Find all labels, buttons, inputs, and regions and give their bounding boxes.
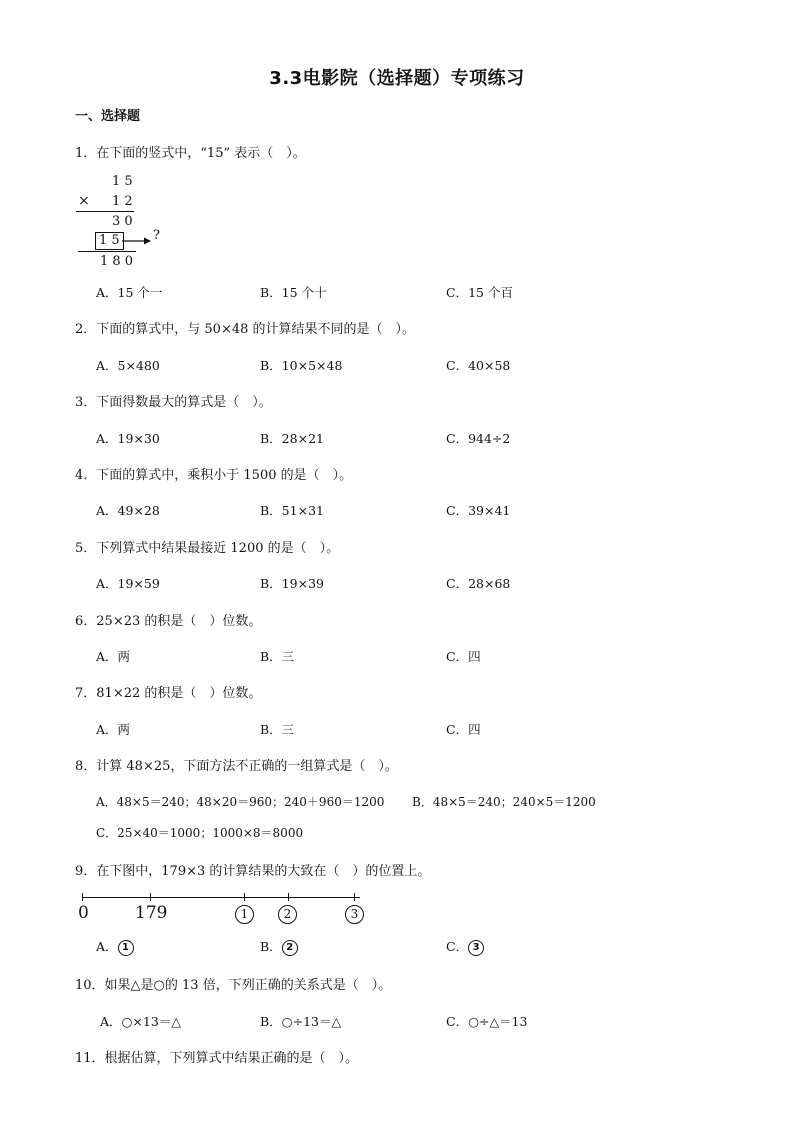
- q1-option-a[interactable]: A．15 个一: [96, 285, 163, 300]
- question-4-stem: 4．下面的算式中，乘积小于 1500 的是（ ）。: [75, 468, 353, 483]
- q8-option-a[interactable]: A．48×5＝240；48×20＝960；240＋960＝1200: [96, 795, 385, 809]
- times-sign: ×: [78, 193, 90, 209]
- calc-rule-2: [78, 251, 136, 252]
- tick-179: [150, 893, 151, 901]
- question-2-stem: 2．下面的算式中，与 50×48 的计算结果不同的是（ ）。: [75, 322, 416, 337]
- q7-option-a[interactable]: A．两: [96, 722, 131, 737]
- q5-option-c[interactable]: C．28×68: [446, 576, 511, 591]
- q4-option-a[interactable]: A．49×28: [96, 503, 160, 518]
- question-8-stem: 8．计算 48×25，下面方法不正确的一组算式是（ ）。: [75, 759, 398, 774]
- q6-option-c[interactable]: C．四: [446, 649, 481, 664]
- question-10-stem: 10．如果△是○的 13 倍，下列正确的关系式是（ ）。: [75, 978, 392, 993]
- tick-0: [82, 893, 83, 901]
- calc-rule-1: [76, 211, 134, 212]
- q8-option-b[interactable]: B．48×5＝240；240×5＝1200: [412, 795, 596, 809]
- circle-3-icon: 3: [468, 940, 484, 956]
- question-1-stem: 1．在下面的竖式中，“15” 表示（ ）。: [75, 146, 306, 161]
- q9-option-b-letter: B．: [260, 939, 282, 954]
- q10-option-c[interactable]: C．○÷△＝13: [446, 1014, 528, 1029]
- q3-option-b[interactable]: B．28×21: [260, 431, 324, 446]
- label-zero: 0: [78, 903, 89, 923]
- section-heading: 一、选择题: [75, 109, 141, 124]
- q2-option-b[interactable]: B．10×5×48: [260, 358, 343, 373]
- q6-option-a[interactable]: A．两: [96, 649, 131, 664]
- q1-option-b[interactable]: B．15 个十: [260, 285, 327, 300]
- question-6-stem: 6．25×23 的积是（ ）位数。: [75, 614, 262, 629]
- q9-option-c[interactable]: [446, 937, 484, 956]
- q9-option-a[interactable]: [96, 937, 134, 956]
- question-7-stem: 7．81×22 的积是（ ）位数。: [75, 686, 262, 701]
- tick-2: [288, 893, 289, 901]
- circle-3-marker: 3: [345, 905, 364, 924]
- circle-2-marker: 2: [278, 905, 297, 924]
- multiplicand: 1 5: [112, 174, 133, 189]
- number-line: [78, 888, 378, 928]
- label-179: 179: [135, 903, 168, 923]
- q5-option-b[interactable]: B．19×39: [260, 576, 324, 591]
- vertical-multiplication: [76, 170, 196, 270]
- q1-option-c[interactable]: C．15 个百: [446, 285, 513, 300]
- question-5-stem: 5．下列算式中结果最接近 1200 的是（ ）。: [75, 541, 340, 556]
- question-9-stem: 9．在下图中，179×3 的计算结果的大致在（ ）的位置上。: [75, 864, 431, 879]
- partial-product-1: 3 0: [112, 214, 133, 229]
- q3-option-c[interactable]: C．944÷2: [446, 431, 511, 446]
- question-mark: ?: [153, 228, 160, 243]
- q10-option-b[interactable]: B．○÷13＝△: [260, 1014, 342, 1029]
- q4-option-b[interactable]: B．51×31: [260, 503, 324, 518]
- question-11-stem: 11．根据估算，下列算式中结果正确的是（ ）。: [75, 1051, 359, 1066]
- q6-option-b[interactable]: B．三: [260, 649, 295, 664]
- q10-option-a[interactable]: A．○×13＝△: [100, 1014, 181, 1029]
- q3-option-a[interactable]: A．19×30: [96, 431, 160, 446]
- q5-option-a[interactable]: A．19×59: [96, 576, 160, 591]
- q2-option-a[interactable]: A．5×480: [96, 358, 160, 373]
- page-title: 3.3电影院（选择题）专项练习: [269, 68, 525, 89]
- partial-product-2: 1 5: [99, 233, 120, 248]
- multiplier: 1 2: [112, 194, 133, 209]
- q9-option-b[interactable]: [260, 937, 298, 956]
- circle-1-marker: 1: [235, 905, 254, 924]
- q9-option-c-letter: C．: [446, 939, 469, 954]
- final-product: 1 8 0: [100, 254, 134, 269]
- q8-option-c[interactable]: C．25×40＝1000；1000×8＝8000: [96, 826, 304, 840]
- q4-option-c[interactable]: C．39×41: [446, 503, 511, 518]
- number-line-axis: [82, 897, 360, 898]
- question-3-stem: 3．下面得数最大的算式是（ ）。: [75, 395, 272, 410]
- q7-option-b[interactable]: B．三: [260, 722, 295, 737]
- circle-1-icon: 1: [118, 940, 134, 956]
- tick-1: [244, 893, 245, 901]
- q2-option-c[interactable]: C．40×58: [446, 358, 511, 373]
- q9-option-a-letter: A．: [96, 939, 118, 954]
- q7-option-c[interactable]: C．四: [446, 722, 481, 737]
- tick-3: [354, 893, 355, 901]
- circle-2-icon: 2: [282, 940, 298, 956]
- arrow-icon: [122, 233, 152, 249]
